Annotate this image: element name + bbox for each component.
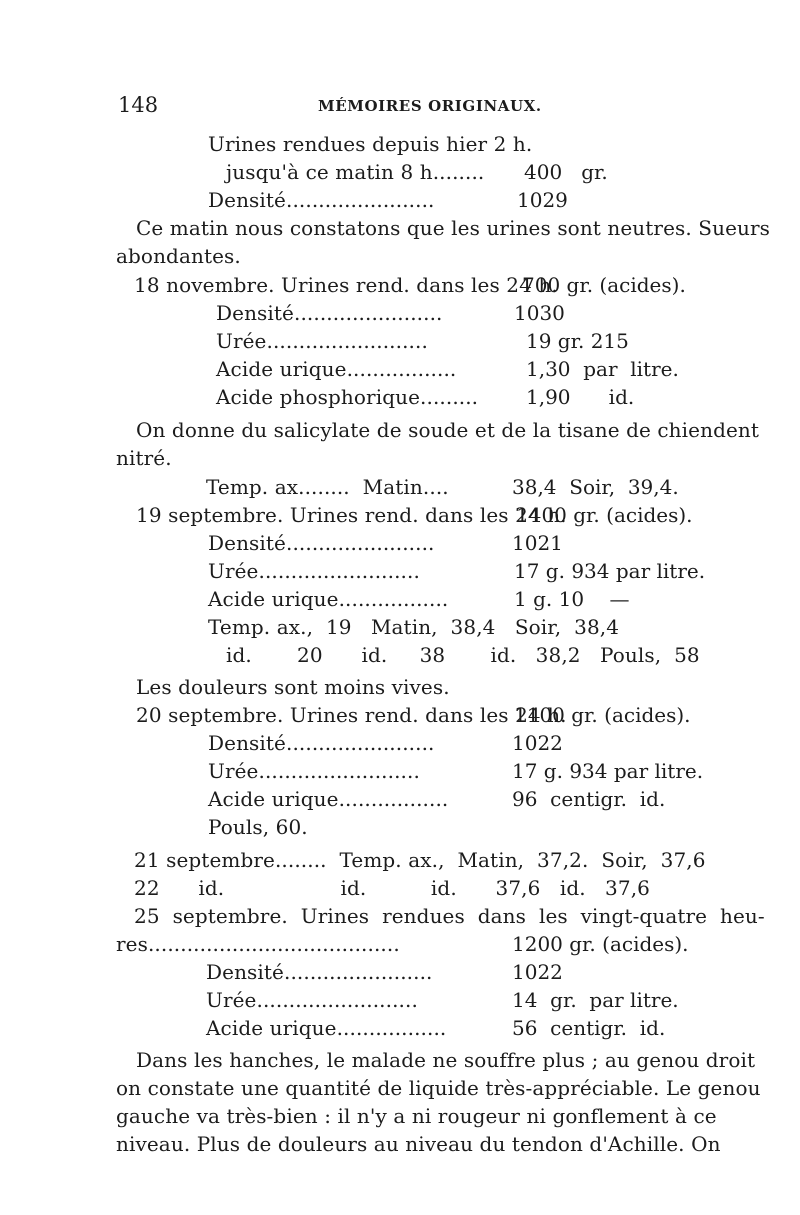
text-line: Urée.........................: [208, 759, 420, 783]
value: 1,30 par litre.: [526, 357, 679, 381]
value: 1021: [512, 531, 563, 555]
text-line: On donne du salicylate de soude et de la tisane de chiendent: [136, 418, 760, 442]
page-number: 148: [118, 93, 159, 117]
text-line: Temp. ax., 19 Matin, 38,4 Soir, 38,4: [208, 615, 620, 639]
text-line: Les douleurs sont moins vives.: [136, 675, 450, 699]
text-line: Densité.......................: [208, 531, 435, 555]
text-line: Urée.........................: [206, 988, 418, 1012]
value: 1029: [517, 188, 568, 212]
text-line: Temp. ax........ Matin....: [206, 475, 449, 499]
value: 38,4 Soir, 39,4.: [512, 475, 679, 499]
value: 700 gr. (acides).: [522, 273, 686, 297]
text-line: Densité.......................: [208, 188, 435, 212]
page-header: [0, 93, 800, 123]
value: 1200 gr. (acides).: [512, 932, 689, 956]
text-line: Urée.........................: [216, 329, 428, 353]
text-line: Acide phosphorique.........: [216, 385, 479, 409]
text-line: Pouls, 60.: [208, 815, 308, 839]
text-line: Acide urique.................: [206, 1016, 447, 1040]
text-line: 25 septembre. Urines rendues dans les vingt-quatre heu-: [134, 904, 765, 928]
text-line: 20 septembre. Urines rend. dans les 24 h.: [136, 703, 567, 727]
text-line: jusqu'à ce matin 8 h........: [226, 160, 485, 184]
text-line: Acide urique.................: [208, 787, 449, 811]
text-line: gauche va très-bien : il n'y a ni rougeur ni gonflement à ce: [116, 1104, 717, 1128]
text-line: Dans les hanches, le malade ne souffre plus ; au genou droit: [136, 1048, 756, 1072]
text-line: id. 20 id. 38 id. 38,2 Pouls, 58: [226, 643, 700, 667]
text-line: Densité.......................: [216, 301, 443, 325]
text-line: 18 novembre. Urines rend. dans les 24 h.: [134, 273, 558, 297]
text-line: niveau. Plus de douleurs au niveau du tendon d'Achille. On: [116, 1132, 721, 1156]
value: 14 gr. par litre.: [512, 988, 679, 1012]
text-line: on constate une quantité de liquide très-appréciable. Le genou: [116, 1076, 761, 1100]
running-head: MÉMOIRES ORIGINAUX.: [318, 97, 542, 115]
text-line: 22 id. id. id. 37,6 id. 37,6: [134, 876, 650, 900]
text-line: Densité.......................: [206, 960, 433, 984]
value: 1400 gr. (acides).: [516, 503, 693, 527]
text-line: Urines rendues depuis hier 2 h.: [208, 132, 533, 156]
text-line: Ce matin nous constatons que les urines sont neutres. Sueurs: [136, 216, 771, 240]
text-line: Urée.........................: [208, 559, 420, 583]
value: 1022: [512, 960, 563, 984]
value: 1022: [512, 731, 563, 755]
text-line: Acide urique.................: [216, 357, 457, 381]
value: 400 gr.: [524, 160, 608, 184]
value: 19 gr. 215: [526, 329, 629, 353]
text-line: res.......................................: [116, 932, 400, 956]
value: 56 centigr. id.: [512, 1016, 666, 1040]
value: 1 g. 10 —: [514, 587, 630, 611]
value: 17 g. 934 par litre.: [512, 759, 704, 783]
value: 17 g. 934 par litre.: [514, 559, 706, 583]
text-line: nitré.: [116, 446, 172, 470]
text-line: abondantes.: [116, 244, 241, 268]
text-line: Acide urique.................: [208, 587, 449, 611]
value: 96 centigr. id.: [512, 787, 666, 811]
text-line: 21 septembre........ Temp. ax., Matin, 37,2. Soir, 37,6: [134, 848, 706, 872]
text-line: 19 septembre. Urines rend. dans les 24 h.: [136, 503, 567, 527]
value: 1100 gr. (acides).: [514, 703, 691, 727]
value: 1,90 id.: [526, 385, 635, 409]
value: 1030: [514, 301, 565, 325]
text-line: Densité.......................: [208, 731, 435, 755]
